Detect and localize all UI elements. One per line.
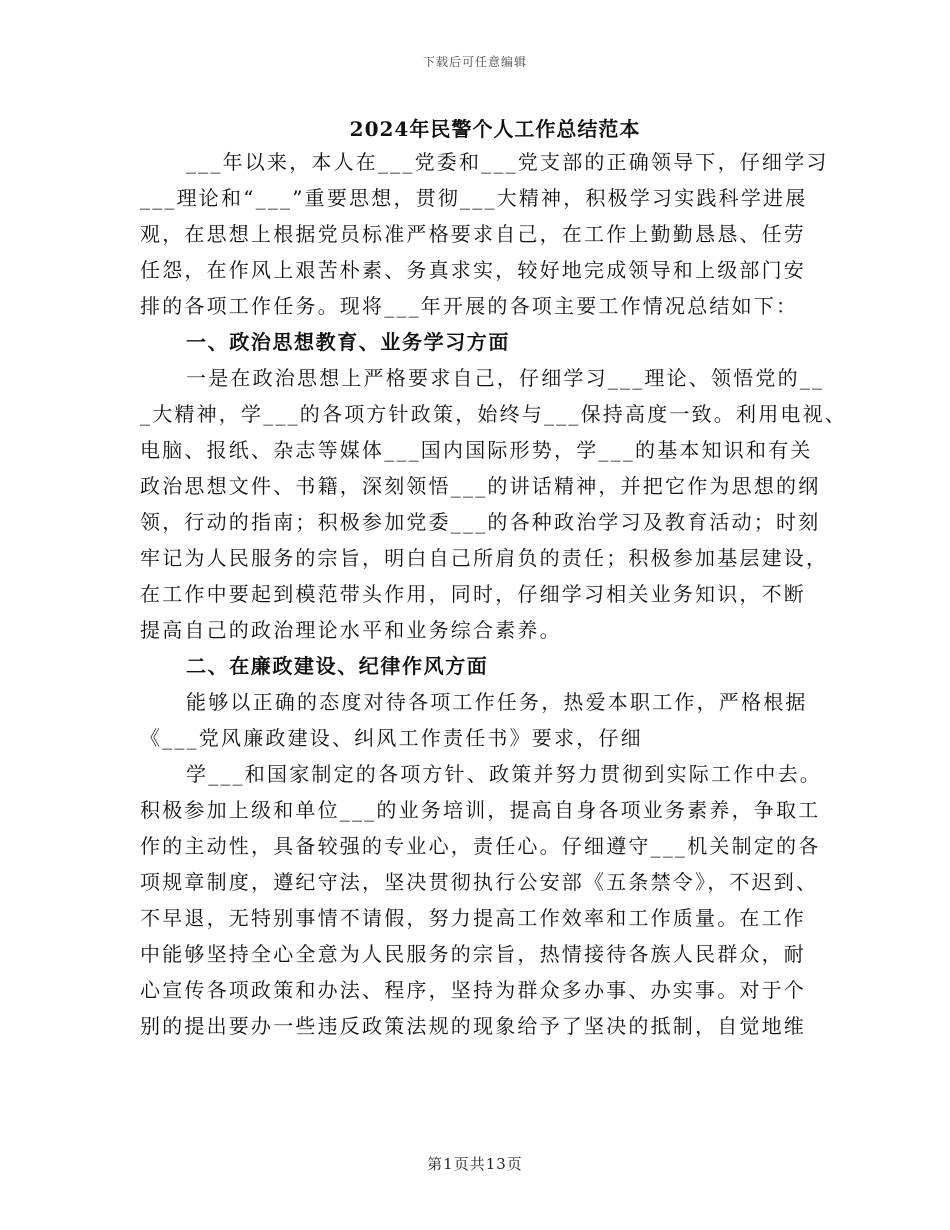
body-line: 电脑、报纸、杂志等媒体___国内国际形势，学___的基本知识和有关	[140, 438, 813, 462]
body-line: 积极参加上级和单位___的业务培训，提高自身各项业务素养，争取工	[140, 798, 821, 822]
body-line: 学___和国家制定的各项方针、政策并努力贯彻到实际工作中去。	[186, 762, 822, 786]
body-line: 《___党风廉政建设、纠风工作责任书》要求，仔细	[140, 726, 643, 750]
body-line: 心宣传各项政策和办法、程序，坚持为群众多办事、办实事。对于个	[140, 978, 806, 1002]
body-line: 别的提出要办一些违反政策法规的现象给予了坚决的抵制，自觉地维	[140, 1014, 806, 1038]
body-line: 作的主动性，具备较强的专业心，责任心。仔细遵守___机关制定的各	[140, 834, 821, 858]
body-line: 领，行动的指南；积极参加党委___的各种政治学习及教育活动；时刻	[140, 510, 821, 534]
body-line: _大精神，学___的各项方针政策，始终与___保持高度一致。利用电视、	[140, 402, 847, 426]
section-heading-2: 二、在廉政建设、纪律作风方面	[186, 654, 489, 678]
section-heading-1: 一、政治思想教育、业务学习方面	[186, 330, 510, 354]
body-line: 中能够坚持全心全意为人民服务的宗旨，热情接待各族人民群众，耐	[140, 942, 806, 966]
body-line: ___年以来，本人在___党委和___党支部的正确领导下，仔细学习	[186, 150, 829, 174]
body-line: 任怨，在作风上艰苦朴素、务真求实，较好地完成领导和上级部门安	[140, 258, 806, 282]
body-line: 在工作中要起到模范带头作用，同时，仔细学习相关业务知识，不断	[140, 582, 806, 606]
body-line: 不早退，无特别事情不请假，努力提高工作效率和工作质量。在工作	[140, 906, 806, 930]
page-number: 第1页共13页	[427, 1155, 523, 1173]
body-line: 提高自己的政治理论水平和业务综合素养。	[140, 618, 562, 642]
body-line: 观，在思想上根据党员标准严格要求自己，在工作上勤勤恳恳、任劳	[140, 222, 806, 246]
body-line: 一是在政治思想上严格要求自己，仔细学习___理论、领悟党的__	[186, 366, 825, 390]
body-line: 牢记为人民服务的宗旨，明白自己所肩负的责任；积极参加基层建设，	[140, 546, 829, 570]
body-line: 项规章制度，遵纪守法，坚决贯彻执行公安部《五条禁令》，不迟到、	[140, 870, 819, 894]
header-note: 下载后可任意编辑	[422, 55, 527, 69]
body-line: 政治思想文件、书籍，深刻领悟___的讲话精神，并把它作为思想的纲	[140, 474, 821, 498]
body-line: 排的各项工作任务。现将___年开展的各项主要工作情况总结如下：	[140, 294, 799, 318]
document-title: 2024年民警个人工作总结范本	[349, 117, 641, 141]
body-line: 能够以正确的态度对待各项工作任务，热爱本职工作，严格根据	[186, 690, 808, 714]
body-line: ___理论和“___”重要思想，贯彻___大精神，积极学习实践科学进展	[140, 186, 808, 210]
